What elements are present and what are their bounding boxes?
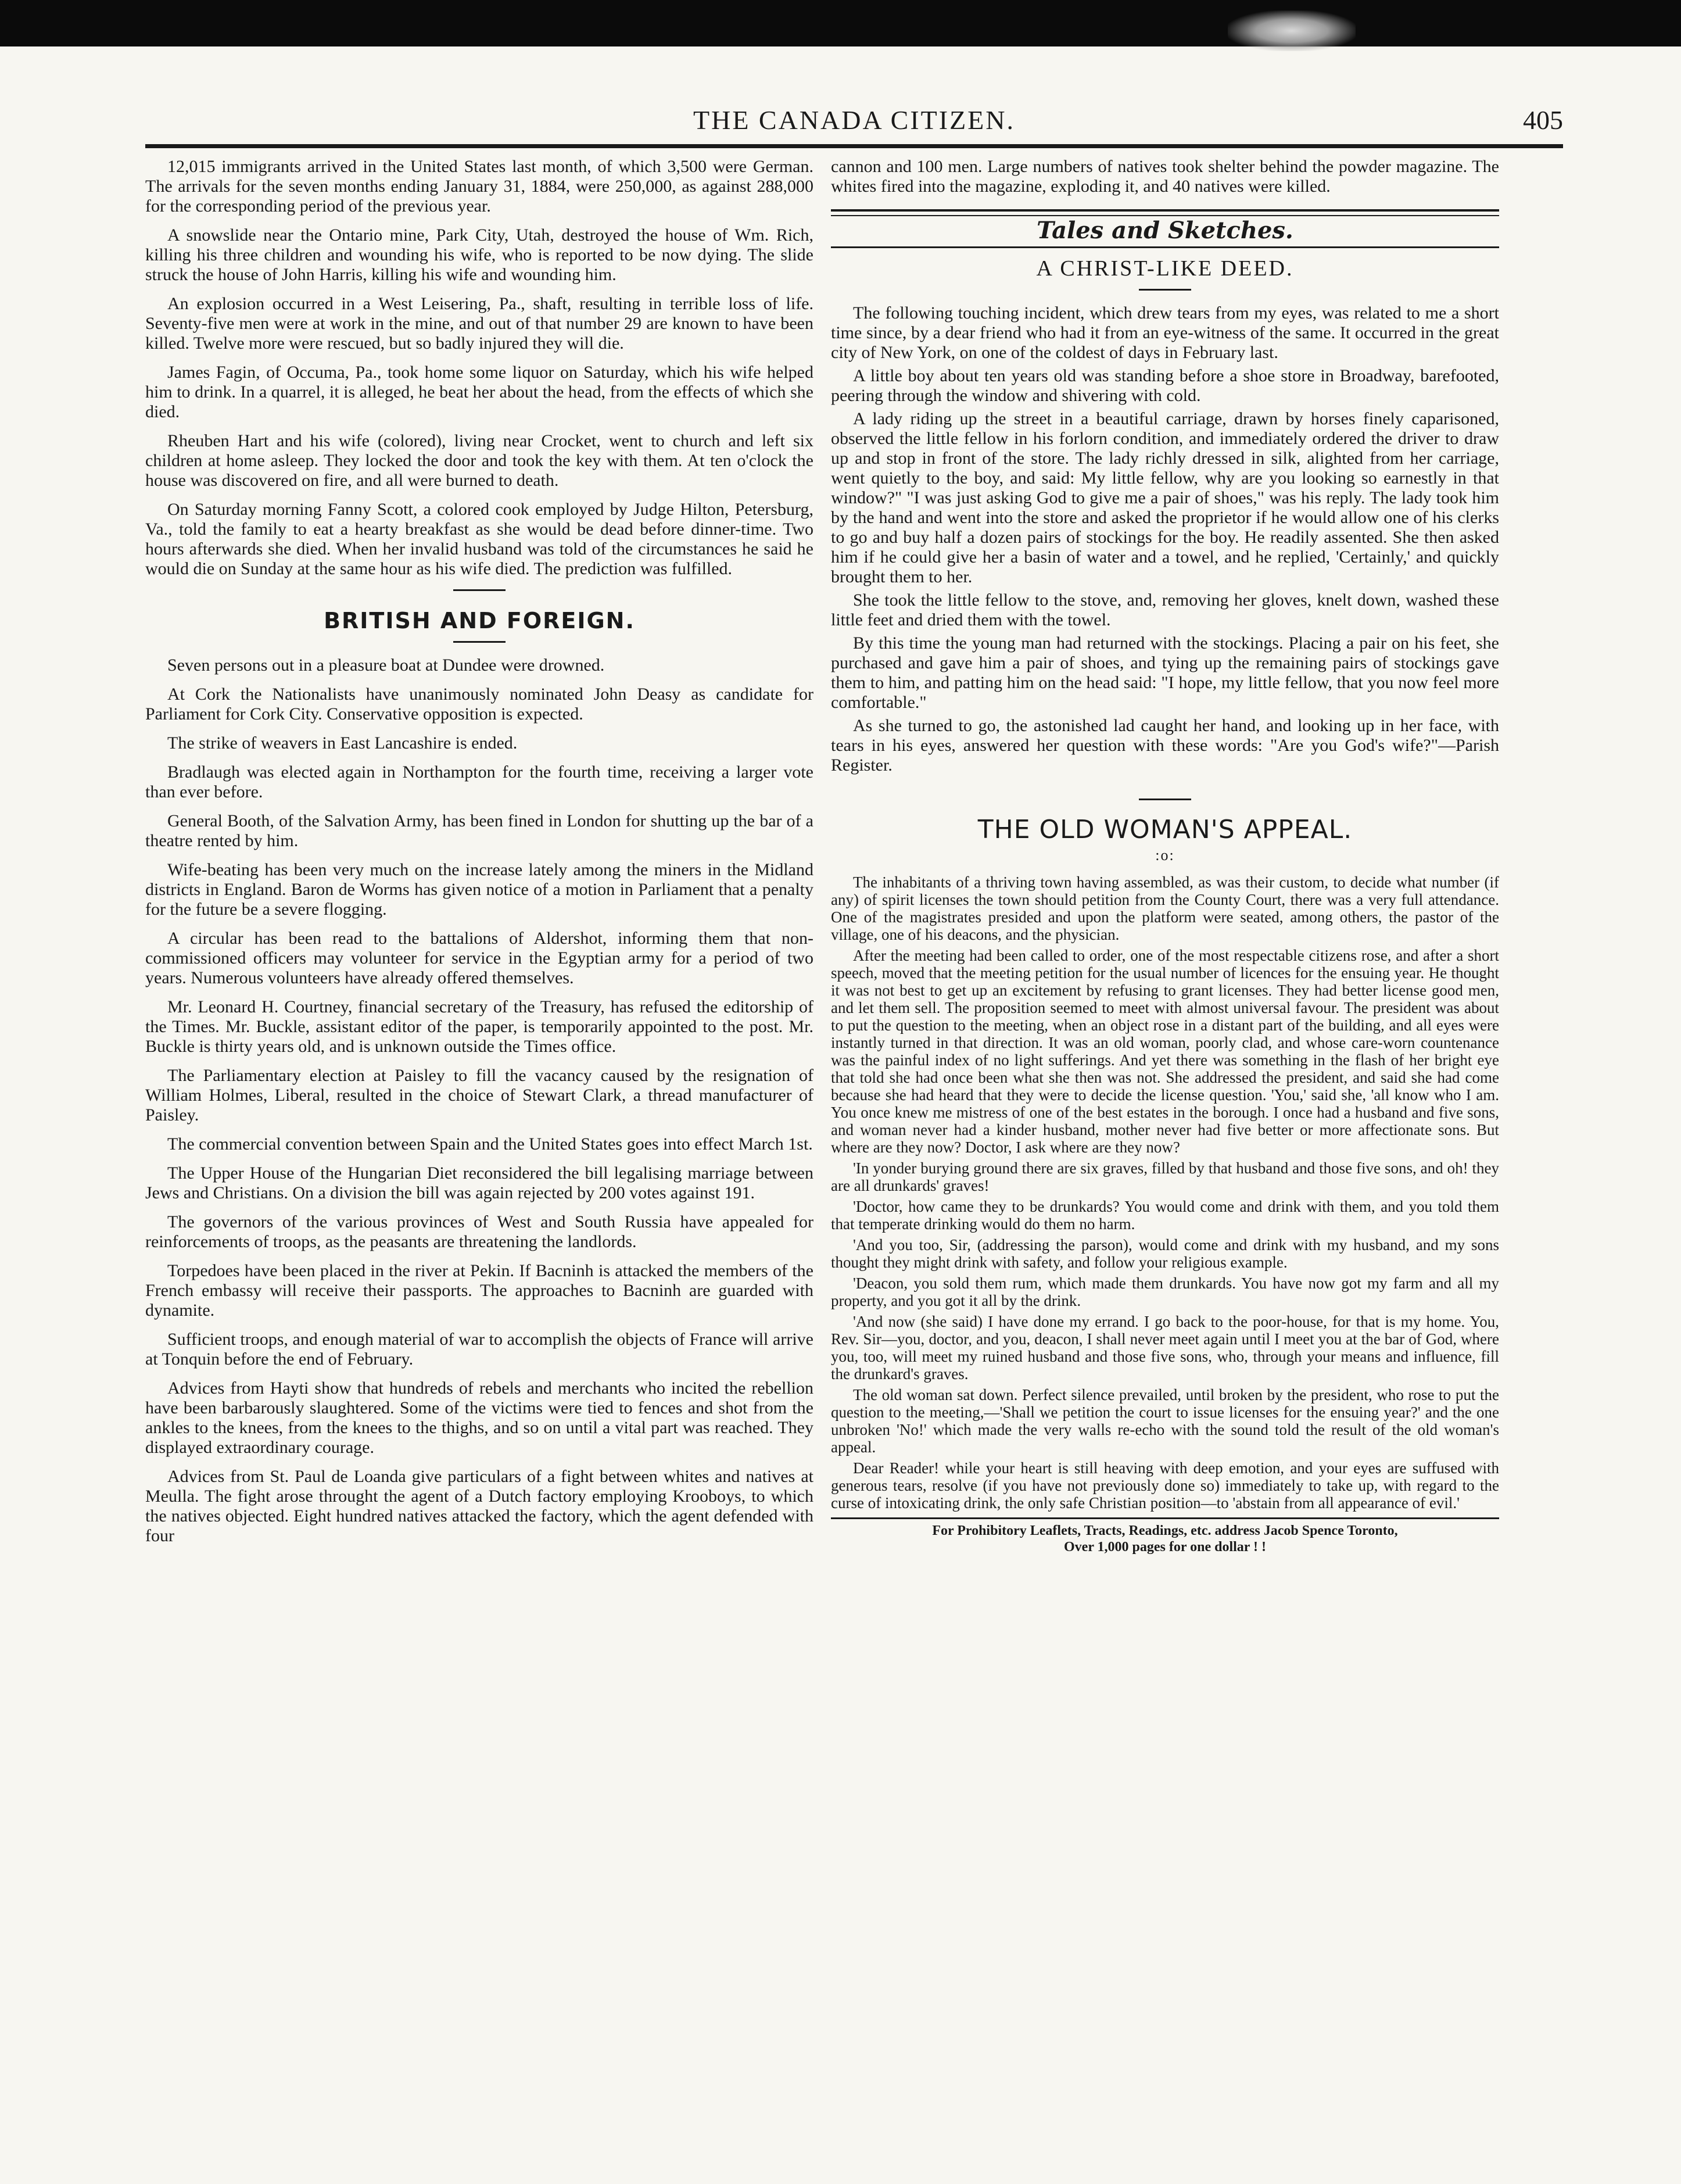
british-foreign-heading: BRITISH AND FOREIGN. xyxy=(324,608,635,633)
news-item: Mr. Leonard H. Courtney, financial secretary of the Treasury, has refused the editorship of the Times. Mr. Buckle, assistant editor of the paper, is temporarily appointed to the post. Mr. Buckle is thirty years old, and is unknown outside the Times office. xyxy=(145,997,813,1056)
story-body xyxy=(831,873,1499,1512)
story-paragraph: 'And you too, Sir, (addressing the parson), would come and drink with my husband, and my sons thought they might drink with safety, and follow your religious example. xyxy=(831,1236,1499,1271)
story-paragraph: The following touching incident, which drew tears from my eyes, was related to me a short time since, by a dear friend who had it from an eye-witness of the same. It occurred in the great city of New York, on one of the coldest of days in February last. xyxy=(831,303,1499,362)
news-item: Torpedoes have been placed in the river at Pekin. If Bacninh is attacked the members of the French embassy will receive their passports. The approaches to Bacninh are guarded with dynamite. xyxy=(145,1261,813,1320)
page-header xyxy=(145,105,1563,139)
scan-smudge xyxy=(1228,10,1356,51)
news-item: A snowslide near the Ontario mine, Park City, Utah, destroyed the house of Wm. Rich, killing his three children and wounding his wife, who is reported to be now dying. The slide struck the house of John Harris, killing his wife and wounding him. xyxy=(145,225,813,284)
page-number: 405 xyxy=(1523,105,1563,135)
section-rule xyxy=(831,246,1499,248)
news-item: The commercial convention between Spain and the United States goes into effect March 1st. xyxy=(167,1134,813,1154)
masthead: THE CANADA CITIZEN. xyxy=(693,105,1015,135)
story-paragraph: The inhabitants of a thriving town having assembled, as was their custom, to decide what number (if any) of spirit licenses the town should petition from the County Court, there was a very full attendance. One of the magistrates presided and upon the platform were seated, among others, the pastor of the village, one of his deacons, and the physician. xyxy=(831,873,1499,943)
story-paragraph: After the meeting had been called to order, one of the most respectable citizens rose, and after a short speech, moved that the meeting petition for the usual number of licences for the ensuing year. He thought it was not best to get up an excitement by refusing to grant licenses. They had better license good men, and let them sell. The proposition seemed to meet with almost universal favour. The president was about to put the question to the meeting, when an object rose in a distant part of the building, and all eyes were instantly turned in that direction. It was an old woman, poorly clad, and whose care-worn countenance was the painful index of no light sufferings. And yet there was something in the flash of her bright eye that told she had once been what she then was not. She addressed the president, and said she had come because she had heard that they were to decide the license question. 'You,' said she, 'all know who I am. You once knew me mistress of one of the best estates in the borough. I once had a husband and five sons, and woman never had a kinder husband, mother never had five better or more affectionate sons. But where are they now? Doctor, I ask where are they now? xyxy=(831,947,1499,1156)
news-item: The Upper House of the Hungarian Diet reconsidered the bill legalising marriage between Jews and Christians. On a division the bill was again rejected by 200 votes against 191. xyxy=(145,1163,813,1202)
news-item: 12,015 immigrants arrived in the United States last month, of which 3,500 were German. The arrivals for the seven months ending January 31, 1884, were 250,000, as against 288,000 for the corresponding period of the previous year. xyxy=(145,157,813,216)
news-item: General Booth, of the Salvation Army, has been fined in London for shutting up the bar of a theatre rented by him. xyxy=(145,811,813,850)
story-paragraph: 'And now (she said) I have done my errand. I go back to the poor-house, for that is my home. You, Rev. Sir—you, doctor, and you, deacon, I shall never meet again until I meet you at the bar of God, where you, too, will meet my ruined husband and those five sons, who, through your means and influence, fill the drunkard's graves. xyxy=(831,1313,1499,1383)
section-rule xyxy=(831,209,1499,216)
news-list xyxy=(145,157,813,579)
story-body xyxy=(831,303,1499,775)
news-item: On Saturday morning Fanny Scott, a colored cook employed by Judge Hilton, Petersburg, Va., told the family to eat a hearty breakfast as she would be dead before dinner-time. Two hours afterwards she died. When her invalid husband was told of the circumstances he said he would die on Sunday at the same hour as his wife died. The prediction was fulfilled. xyxy=(145,500,813,578)
british-list xyxy=(145,656,813,1546)
story-paragraph: By this time the young man had returned with the stockings. Placing a pair on his feet, she purchased and gave him a pair of shoes, and tying up the remaining pairs of stockings gave them to him, and patting him on the head said: "I hope, my little fellow, that you now feel more comfortable." xyxy=(831,633,1499,712)
news-item: An explosion occurred in a West Leisering, Pa., shaft, resulting in terrible loss of life. Seventy-five men were at work in the mine, and out of that number 29 are known to have been killed. Twelve more were rescued, but so badly injured they will die. xyxy=(145,294,813,353)
news-item: Seven persons out in a pleasure boat at Dundee were drowned. xyxy=(167,656,605,675)
scan-top-border xyxy=(0,0,1681,46)
story-paragraph: The old woman sat down. Perfect silence prevailed, until broken by the president, who rose to put the question to the meeting,—'Shall we petition the court to issue licenses for the ensuing year?' and the one unbroken 'No!' which made the very walls re-echo with the sound told the result of the old woman's appeal. xyxy=(831,1386,1499,1456)
section-divider xyxy=(1139,799,1191,800)
tales-sketches-heading: Tales and Sketches. xyxy=(1037,217,1293,244)
news-item: Sufficient troops, and enough material of war to accomplish the objects of France will arrive at Tonquin before the end of February. xyxy=(145,1330,813,1369)
news-item: Rheuben Hart and his wife (colored), living near Crocket, went to church and left six children at home asleep. They locked the door and took the key with them. At ten o'clock the house was discovered on fire, and all were burned to death. xyxy=(145,431,813,490)
story-paragraph: 'Deacon, you sold them rum, which made them drunkards. You have now got my farm and all my property, and you got it all by the drink. xyxy=(831,1274,1499,1309)
story-paragraph: She took the little fellow to the stove, and, removing her gloves, knelt down, washed these little feet and dried them with the towel. xyxy=(831,590,1499,629)
news-item: Advices from St. Paul de Loanda give particulars of a fight between whites and natives at Meulla. The fight arose throught the agent of a Dutch factory employing Krooboys, to which the natives objected. Eight hundred natives attacked the factory, which the agent defended with four xyxy=(145,1467,813,1545)
news-item: Bradlaugh was elected again in Northampton for the fourth time, receiving a larger vote than ever before. xyxy=(145,762,813,801)
left-column xyxy=(145,157,813,2098)
story-paragraph: A lady riding up the street in a beautiful carriage, drawn by horses finely caparisoned, observed the little fellow in his forlorn condition, and immediately ordered the driver to draw up and stop in front of the store. The lady richly dressed in silk, alighted from her carriage, went quietly to the boy, and said: My little fellow, why are you looking so earnestly in that window?" "I was just asking God to give me a pair of shoes," was his reply. The lady took him by the hand and went into the store and asked the proprietor if he would allow one of his clerks to go and buy half a dozen pairs of stockings for the boy. He readily assented. She then asked him if he could give her a basin of water and a towel, and he replied, 'Certainly,' and quickly brought them to her. xyxy=(831,409,1499,586)
advert-line: For Prohibitory Leaflets, Tracts, Readings, etc. address Jacob Spence Toronto, xyxy=(932,1523,1398,1538)
story-paragraph: As she turned to go, the astonished lad caught her hand, and looking up in her face, with tears in his eyes, answered her question with these words: "Are you God's wife?"—Parish Register. xyxy=(831,716,1499,775)
title-divider xyxy=(1139,289,1191,291)
story-paragraph: A little boy about ten years old was standing before a shoe store in Broadway, barefooted, peering through the window and shivering with cold. xyxy=(831,366,1499,405)
news-item: The Parliamentary election at Paisley to fill the vacancy caused by the resignation of William Holmes, Liberal, resulted in the choice of Stewart Clark, a thread manufacturer of Paisley. xyxy=(145,1066,813,1125)
story-paragraph: 'Doctor, how came they to be drunkards? You would come and drink with them, and you told them that temperate drinking would do them no harm. xyxy=(831,1198,1499,1233)
right-column xyxy=(831,157,1499,2115)
section-divider xyxy=(453,641,506,643)
continued-item: cannon and 100 men. Large numbers of natives took shelter behind the powder magazine. The whites fired into the magazine, exploding it, and 40 natives were killed. xyxy=(831,157,1499,196)
story-paragraph: Dear Reader! while your heart is still heaving with deep emotion, and your eyes are suffused with generous tears, resolve (if you have not previously done so) immediately to take up, with regard to the curse of intoxicating drink, the only safe Christian position—to 'abstain from all appearance of evil.' xyxy=(831,1459,1499,1512)
news-item: A circular has been read to the battalions of Aldershot, informing them that non-commissioned officers may volunteer for service in the Egyptian army for a period of two years. Numerous volunteers have already offered themselves. xyxy=(145,929,813,987)
section-divider xyxy=(453,589,506,591)
header-rule xyxy=(145,144,1563,148)
story-title: A CHRIST-LIKE DEED. xyxy=(1036,256,1294,281)
story-paragraph: 'In yonder burying ground there are six graves, filled by that husband and those five sons, and oh! they are all drunkards' graves! xyxy=(831,1159,1499,1194)
story-title: THE OLD WOMAN'S APPEAL. xyxy=(977,815,1353,844)
news-item: The strike of weavers in East Lancashire is ended. xyxy=(167,733,518,753)
advert-footer xyxy=(831,1517,1499,1555)
advert-line: Over 1,000 pages for one dollar ! ! xyxy=(1064,1539,1266,1555)
news-item: James Fagin, of Occuma, Pa., took home some liquor on Saturday, which his wife helped him to drink. In a quarrel, it is alleged, he beat her about the head, from the effects of which she died. xyxy=(145,363,813,421)
news-item: Advices from Hayti show that hundreds of rebels and merchants who incited the rebellion have been barbarously slaughtered. Some of the victims were tied to fences and shot from the ankles to the knees, from the knees to the thighs, and so on until a vital part was reached. They displayed extraordinary courage. xyxy=(145,1379,813,1457)
news-item: Wife-beating has been very much on the increase lately among the miners in the Midland districts in England. Baron de Worms has given notice of a motion in Parliament that a penalty for the future be a severe flogging. xyxy=(145,860,813,919)
title-ornament: :o: xyxy=(1155,847,1175,864)
news-item: The governors of the various provinces of West and South Russia have appealed for reinforcements of troops, as the peasants are threatening the landlords. xyxy=(145,1212,813,1251)
news-item: At Cork the Nationalists have unanimously nominated John Deasy as candidate for Parliament for Cork City. Conservative opposition is expected. xyxy=(145,685,813,724)
